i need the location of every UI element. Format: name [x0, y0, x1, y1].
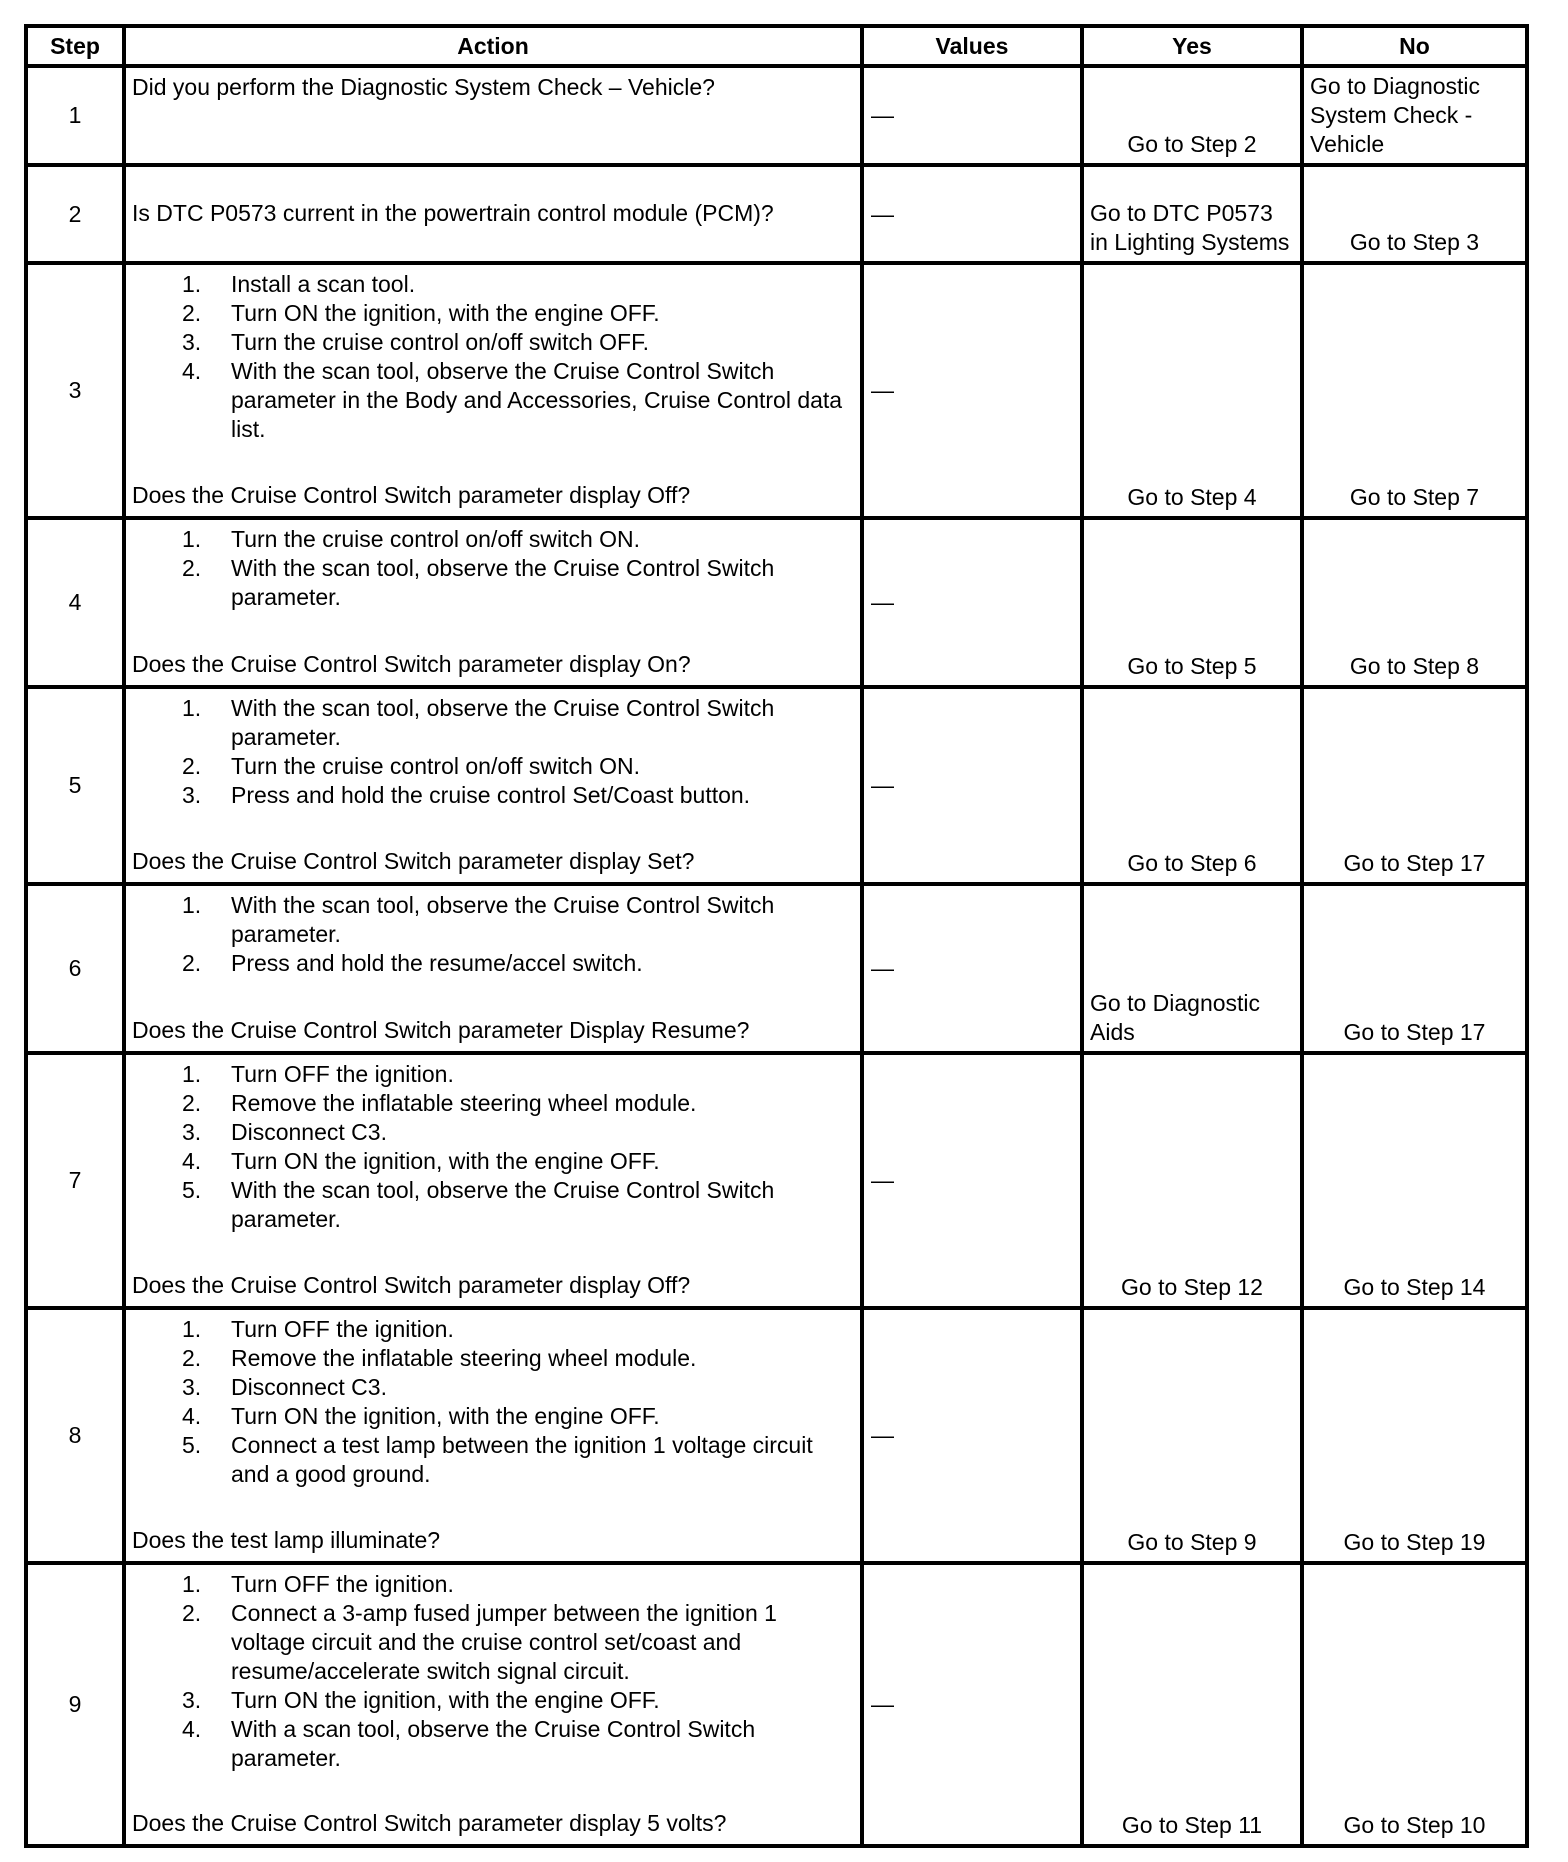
list-item: 1. Install a scan tool. — [182, 271, 416, 297]
action-steps — [132, 1570, 854, 1773]
list-item: 1. Turn OFF the ignition. — [182, 1061, 454, 1087]
list-item: 2. Remove the inflatable steering wheel module. — [182, 1345, 697, 1371]
list-item: 3. Turn the cruise control on/off switch OFF. — [182, 329, 649, 355]
no-cell: Go to Diagnostic System Check - Vehicle — [1302, 66, 1527, 165]
yes-cell: Go to Step 4 — [1082, 263, 1302, 518]
no-cell: Go to Step 17 — [1302, 884, 1527, 1053]
list-item: 5. Connect a test lamp between the ignition 1 voltage circuit and a good ground. — [182, 1432, 813, 1487]
list-item: 3. Turn ON the ignition, with the engine OFF. — [182, 1687, 660, 1713]
action-question: Does the Cruise Control Switch parameter display Set? — [132, 848, 695, 874]
action-steps — [132, 694, 854, 810]
action-cell — [124, 884, 862, 1053]
table-row — [26, 518, 1527, 687]
no-cell: Go to Step 10 — [1302, 1563, 1527, 1846]
yes-cell: Go to Step 11 — [1082, 1563, 1302, 1846]
no-cell: Go to Step 3 — [1302, 165, 1527, 263]
list-item: 2. Press and hold the resume/accel switch. — [182, 950, 643, 976]
header-action: Action — [124, 26, 862, 66]
action-steps — [132, 270, 854, 444]
values-cell: — — [862, 66, 1082, 165]
table-row — [26, 66, 1527, 165]
list-item: 4. With the scan tool, observe the Cruise Control Switch parameter in the Body and Accessories, Cruise Control data list. — [182, 358, 843, 442]
header-row — [26, 26, 1527, 66]
action-cell — [124, 66, 862, 165]
action-cell — [124, 165, 862, 263]
header-no: No — [1302, 26, 1527, 66]
values-cell: — — [862, 165, 1082, 263]
step-number: 5 — [26, 687, 124, 884]
step-number: 4 — [26, 518, 124, 687]
action-question: Did you perform the Diagnostic System Check – Vehicle? — [132, 74, 715, 100]
table-row — [26, 1563, 1527, 1846]
table-row — [26, 165, 1527, 263]
action-steps — [132, 1060, 854, 1234]
list-item: 3. Press and hold the cruise control Set/Coast button. — [182, 782, 751, 808]
action-cell — [124, 1308, 862, 1563]
values-cell: — — [862, 263, 1082, 518]
list-item: 2. Turn the cruise control on/off switch ON. — [182, 753, 641, 779]
no-cell: Go to Step 19 — [1302, 1308, 1527, 1563]
list-item: 4. Turn ON the ignition, with the engine OFF. — [182, 1403, 660, 1429]
step-number: 1 — [26, 66, 124, 165]
yes-cell: Go to Step 5 — [1082, 518, 1302, 687]
action-cell — [124, 263, 862, 518]
values-cell: — — [862, 1308, 1082, 1563]
table-row — [26, 884, 1527, 1053]
header-yes: Yes — [1082, 26, 1302, 66]
values-cell: — — [862, 1563, 1082, 1846]
yes-cell: Go to Step 2 — [1082, 66, 1302, 165]
action-question: Does the Cruise Control Switch parameter display On? — [132, 651, 691, 677]
diagnostic-table — [24, 24, 1529, 1848]
action-steps — [132, 1315, 854, 1489]
action-question: Does the Cruise Control Switch parameter display Off? — [132, 482, 691, 508]
action-question: Does the test lamp illuminate? — [132, 1527, 441, 1553]
action-question: Does the Cruise Control Switch parameter display Off? — [132, 1272, 691, 1298]
step-number: 8 — [26, 1308, 124, 1563]
table-row — [26, 1308, 1527, 1563]
table-row — [26, 1053, 1527, 1308]
values-cell: — — [862, 1053, 1082, 1308]
list-item: 1. Turn OFF the ignition. — [182, 1316, 454, 1342]
list-item: 4. With a scan tool, observe the Cruise Control Switch parameter. — [182, 1716, 756, 1771]
action-steps — [132, 525, 854, 612]
action-cell — [124, 518, 862, 687]
header-step: Step — [26, 26, 124, 66]
yes-cell: Go to Step 12 — [1082, 1053, 1302, 1308]
list-item: 1. With the scan tool, observe the Cruise Control Switch parameter. — [182, 892, 775, 947]
list-item: 4. Turn ON the ignition, with the engine OFF. — [182, 1148, 660, 1174]
action-steps — [132, 891, 854, 978]
action-cell — [124, 1563, 862, 1846]
step-number: 7 — [26, 1053, 124, 1308]
action-cell — [124, 1053, 862, 1308]
table-row — [26, 687, 1527, 884]
step-number: 9 — [26, 1563, 124, 1846]
no-cell: Go to Step 7 — [1302, 263, 1527, 518]
step-number: 3 — [26, 263, 124, 518]
values-cell: — — [862, 884, 1082, 1053]
list-item: 2. With the scan tool, observe the Cruise Control Switch parameter. — [182, 555, 775, 610]
list-item: 5. With the scan tool, observe the Cruise Control Switch parameter. — [182, 1177, 775, 1232]
yes-cell: Go to DTC P0573 in Lighting Systems — [1082, 165, 1302, 263]
list-item: 3. Disconnect C3. — [182, 1374, 387, 1400]
list-item: 1. With the scan tool, observe the Cruise Control Switch parameter. — [182, 695, 775, 750]
no-cell: Go to Step 14 — [1302, 1053, 1527, 1308]
action-question: Does the Cruise Control Switch parameter display 5 volts? — [132, 1810, 727, 1836]
yes-cell: Go to Step 9 — [1082, 1308, 1302, 1563]
step-number: 2 — [26, 165, 124, 263]
values-cell: — — [862, 518, 1082, 687]
no-cell: Go to Step 8 — [1302, 518, 1527, 687]
list-item: 2. Connect a 3-amp fused jumper between the ignition 1 voltage circuit and the cruise control set/coast and resume/accelerate switch signal circuit. — [182, 1600, 777, 1684]
action-question: Does the Cruise Control Switch parameter Display Resume? — [132, 1017, 750, 1043]
list-item: 3. Disconnect C3. — [182, 1119, 387, 1145]
list-item: 1. Turn OFF the ignition. — [182, 1571, 454, 1597]
action-question: Is DTC P0573 current in the powertrain control module (PCM)? — [132, 200, 774, 226]
table-row — [26, 263, 1527, 518]
no-cell: Go to Step 17 — [1302, 687, 1527, 884]
action-cell — [124, 687, 862, 884]
list-item: 1. Turn the cruise control on/off switch ON. — [182, 526, 641, 552]
yes-cell: Go to Step 6 — [1082, 687, 1302, 884]
list-item: 2. Remove the inflatable steering wheel module. — [182, 1090, 697, 1116]
list-item: 2. Turn ON the ignition, with the engine OFF. — [182, 300, 660, 326]
values-cell: — — [862, 687, 1082, 884]
yes-cell: Go to Diagnostic Aids — [1082, 884, 1302, 1053]
step-number: 6 — [26, 884, 124, 1053]
header-values: Values — [862, 26, 1082, 66]
